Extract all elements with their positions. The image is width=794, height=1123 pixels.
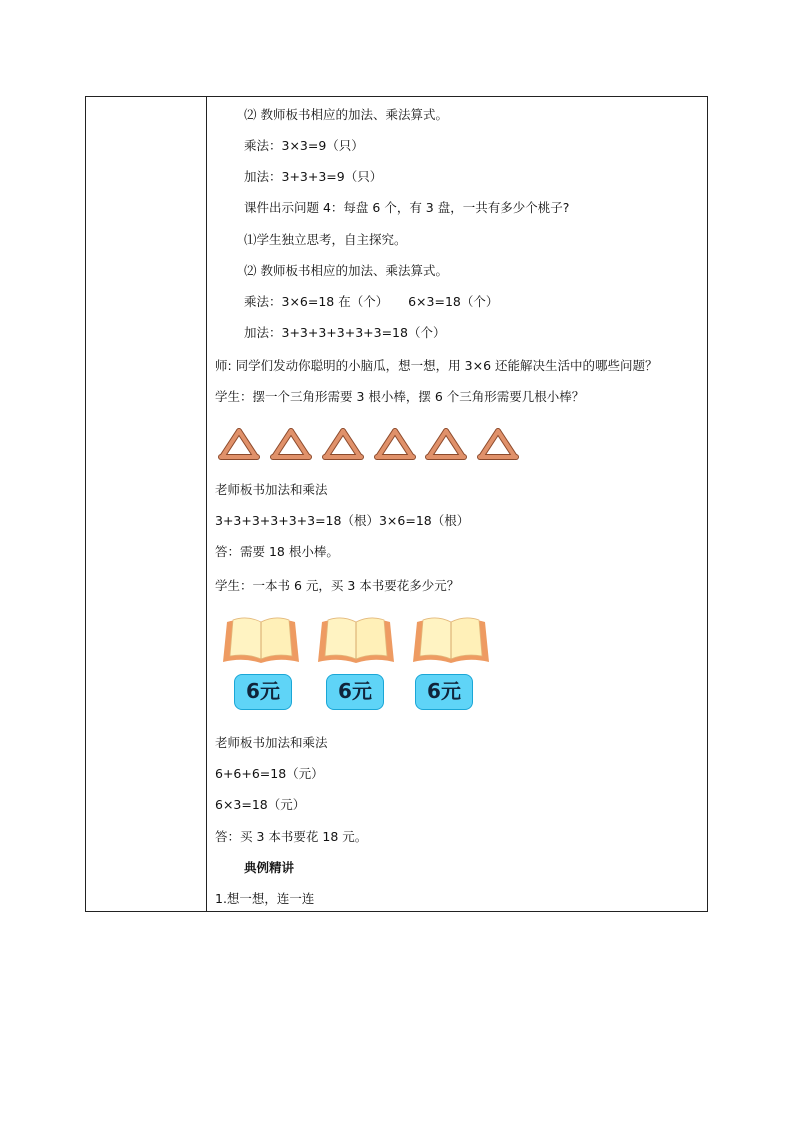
- text-line: 3+3+3+3+3+3=18（根）3×6=18（根）: [215, 513, 470, 528]
- open-book-icon: [221, 616, 301, 666]
- open-book-icon: [316, 616, 396, 666]
- text-line: 加法：3+3+3=9（只）: [244, 169, 383, 184]
- text-line: 加法：3+3+3+3+3+3=18（个）: [244, 325, 446, 340]
- text-line: 老师板书加法和乘法: [215, 735, 328, 750]
- text-line: 答：买 3 本书要花 18 元。: [215, 829, 368, 844]
- stick-triangle-icon: [425, 426, 467, 462]
- price-tag: 6元: [326, 674, 384, 710]
- lesson-table: [85, 96, 708, 912]
- column-divider: [206, 97, 207, 911]
- price-tag: 6元: [234, 674, 292, 710]
- stick-triangle-icon: [270, 426, 312, 462]
- stick-triangle-icon: [322, 426, 364, 462]
- text-line: 学生：摆一个三角形需要 3 根小棒，摆 6 个三角形需要几根小棒？: [215, 389, 585, 404]
- text-line: 乘法：3×6=18 在（个） 6×3=18（个）: [244, 294, 499, 309]
- text-line: ⑴学生独立思考，自主探究。: [244, 232, 407, 247]
- text-line: 1.想一想，连一连: [215, 891, 315, 906]
- text-line: 课件出示问题 4：每盘 6 个，有 3 盘，一共有多少个桃子?: [244, 200, 570, 215]
- text-line: ⑵ 教师板书相应的加法、乘法算式。: [244, 107, 448, 122]
- text-line: 师: 同学们发动你聪明的小脑瓜，想一想，用 3×6 还能解决生活中的哪些问题？: [215, 358, 658, 373]
- open-book-icon: [411, 616, 491, 666]
- lesson-content: [215, 97, 705, 911]
- text-line: 乘法：3×3=9（只）: [244, 138, 364, 153]
- text-line: 答：需要 18 根小棒。: [215, 544, 339, 559]
- stick-triangle-icon: [374, 426, 416, 462]
- text-line: 老师板书加法和乘法: [215, 482, 328, 497]
- text-line: 学生：一本书 6 元，买 3 本书要花多少元？: [215, 578, 460, 593]
- stick-triangle-icon: [477, 426, 519, 462]
- text-line: 6×3=18（元）: [215, 797, 306, 812]
- stick-triangle-icon: [218, 426, 260, 462]
- text-line: ⑵ 教师板书相应的加法、乘法算式。: [244, 263, 448, 278]
- section-heading: 典例精讲: [244, 860, 295, 875]
- price-tag: 6元: [415, 674, 473, 710]
- text-line: 6+6+6=18（元）: [215, 766, 324, 781]
